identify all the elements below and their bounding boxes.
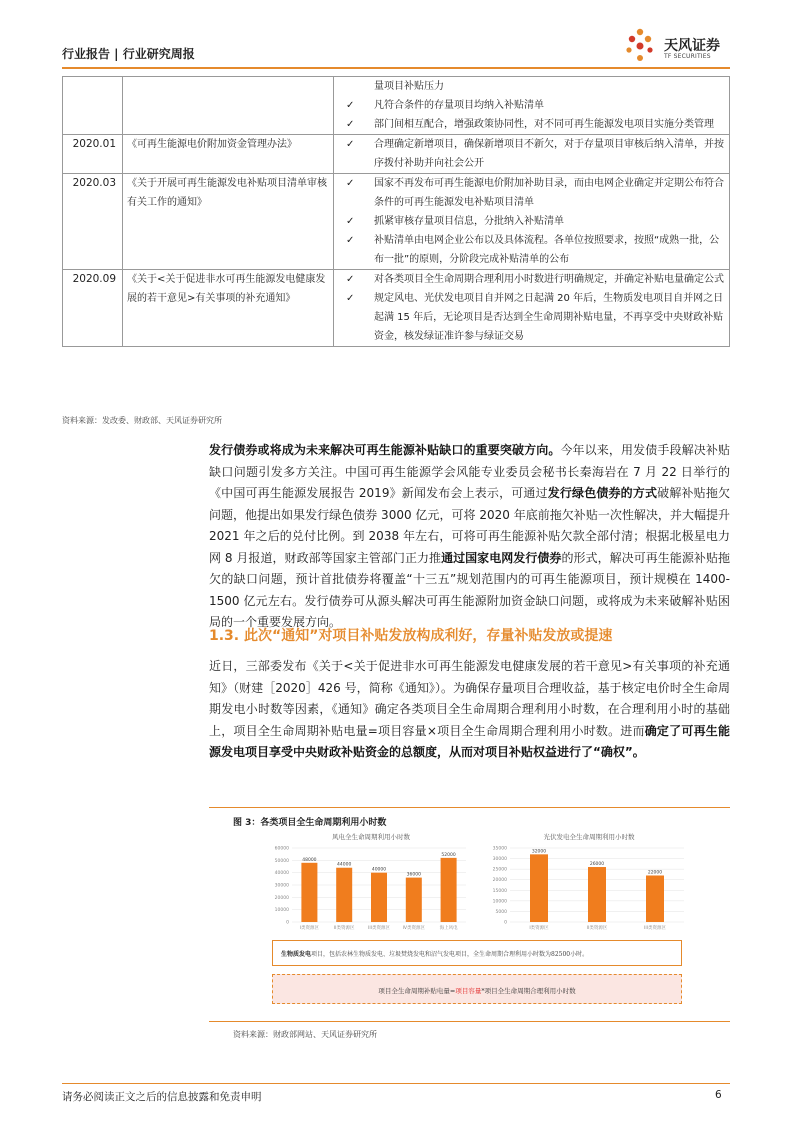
data-label: 36000	[406, 872, 421, 878]
list-item	[338, 135, 725, 173]
bar	[406, 878, 422, 922]
para1-text-2: 破解补贴拖欠问题，他提出如果发行绿色债券 3000 亿元，可将 2020 年底前拖欠补贴一次性解决，并大幅提升 2021 年之后的兑付比例。到 2038 年左右，可将可再生能源补贴欠款全部付清；根据北极星电力网 8 月报道，财政部等国家主管部门正力推	[209, 486, 730, 565]
y-tick-label: 5000	[495, 909, 507, 915]
list-item-text: 量项目补贴压力	[374, 81, 444, 92]
row-policy-title	[123, 77, 334, 135]
bar	[441, 858, 457, 922]
list-item-text: 凡符合条件的存量项目均纳入补贴清单	[374, 100, 544, 111]
row-date: 2020.09	[63, 270, 123, 347]
wind-chart	[266, 830, 476, 940]
list-item-text: 补贴清单由电网企业公布以及具体流程。各单位按照要求，按照“成熟一批，公布一批”的原则，分阶段完成补贴清单的公布	[374, 235, 720, 265]
formula-part-a: 项目全生命周期补贴电量=	[378, 987, 456, 995]
row-content	[334, 174, 730, 270]
list-item-text: 国家不再发布可再生能源电价附加补助目录，而由电网企业确定并定期公布符合条件的可再生能源发电补贴项目清单	[374, 178, 724, 208]
checkmark-icon: ✓	[346, 139, 355, 150]
figure-bottom-rule	[209, 1021, 730, 1022]
chart-title: 风电全生命周期利用小时数	[332, 833, 410, 841]
list-item	[338, 96, 725, 115]
page-number: 6	[715, 1089, 722, 1101]
bar	[336, 868, 352, 922]
bar	[301, 863, 317, 922]
bar	[646, 875, 664, 922]
row-content	[334, 270, 730, 347]
table-source-note: 资料来源：发改委、财政部、天风证券研究所	[62, 416, 222, 425]
x-tick-label: III类资源区	[368, 926, 390, 931]
table-row	[63, 174, 730, 270]
y-tick-label: 40000	[274, 871, 289, 877]
y-tick-label: 50000	[274, 858, 289, 864]
logo-text-en: TF SECURITIES	[664, 53, 711, 60]
y-tick-label: 10000	[492, 899, 507, 905]
list-item	[338, 231, 725, 269]
table-row	[63, 77, 730, 135]
formula-capacity: 项目容量	[455, 987, 482, 995]
checkmark-icon: ✓	[346, 235, 355, 246]
row-policy-title: 《关于开展可再生能源发电补贴项目清单审核有关工作的通知》	[123, 174, 334, 270]
bar	[371, 873, 387, 922]
y-tick-label: 10000	[274, 908, 289, 914]
data-label: 32000	[531, 849, 547, 855]
table-row	[63, 270, 730, 347]
para1-text-1: 今年以来，用发债手段解决补贴缺口问题引发多方关注。中国可再生能源学会风能专业委员会秘书长秦海岩在 7 月 22 日举行的《中国可再生能源发展报告 2019》新闻发布会上表示，可通过	[209, 443, 730, 500]
logo-text-cn: 天风证券	[664, 38, 720, 54]
list-item-text: 抓紧审核存量项目信息，分批纳入补贴清单	[374, 216, 564, 227]
formula-part-b: *项目全生命周期合理利用小时数	[481, 987, 576, 995]
data-label: 48000	[302, 857, 317, 863]
data-label: 26000	[589, 862, 605, 868]
y-tick-label: 30000	[274, 883, 289, 889]
data-label: 22000	[647, 870, 663, 876]
row-policy-title: 《可再生能源电价附加资金管理办法》	[123, 135, 334, 174]
list-item-text: 部门间相互配合，增强政策协同性，对不同可再生能源发电项目实施分类管理	[374, 119, 714, 130]
para2-bold-conclusion: 确定了可再生能源发电项目享受中央财政补贴资金的总额度，从而对项目补贴权益进行了“确权”。	[209, 723, 730, 759]
checkmark-icon: ✓	[346, 293, 355, 304]
bar	[530, 854, 548, 922]
list-item	[338, 77, 725, 96]
para1-bold-green-bonds: 发行绿色债券的方式	[547, 486, 658, 500]
y-tick-label: 0	[504, 920, 507, 926]
biomass-text: 项目，包括农林生物质发电、垃圾焚烧发电和沼气发电项目，全生命周期合理利用小时数为82500小时。	[311, 951, 589, 958]
disclaimer-note: 请务必阅读正文之后的信息披露和免责申明	[62, 1091, 262, 1103]
data-label: 52000	[441, 852, 456, 858]
list-item	[338, 289, 725, 346]
table-row	[63, 135, 730, 174]
list-item-text: 合理确定新增项目，确保新增项目不新欠，对于存量项目审核后纳入清单，并按序拨付补助并向社会公开	[374, 139, 724, 169]
header-rule	[62, 67, 730, 69]
figure-title: 图 3：各类项目全生命周期利用小时数	[233, 818, 387, 828]
para1-lead: 发行债券或将成为未来解决可再生能源补贴缺口的重要突破方向。	[209, 443, 561, 457]
logo-dots-icon	[620, 26, 660, 66]
x-tick-label: II类资源区	[586, 926, 608, 931]
row-date: 2020.03	[63, 174, 123, 270]
tf-securities-logo	[620, 26, 736, 66]
para1-bold-state-grid: 通过国家电网发行债券	[441, 550, 562, 565]
biomass-note-box	[272, 940, 682, 966]
paragraph-notice	[209, 656, 730, 764]
y-tick-label: 20000	[492, 878, 507, 884]
row-content	[334, 77, 730, 135]
y-tick-label: 25000	[492, 867, 507, 873]
figure-top-rule	[209, 807, 730, 808]
x-tick-label: IV类资源区	[402, 926, 426, 931]
list-item	[338, 270, 725, 289]
x-tick-label: I类资源区	[529, 926, 549, 931]
y-tick-label: 35000	[492, 846, 507, 852]
para1-text-3: 的形式，解决可再生能源补贴拖欠的缺口问题，预计首批债券将覆盖“十三五”规划范围内的可再生能源项目，预计规模在 1400-1500 亿元左右。发行债券可从源头解决可再生能源附加资金缺口问题，或将成为未来破解补贴困局的一个重要发展方向。	[209, 550, 730, 629]
checkmark-icon: ✓	[346, 178, 355, 189]
y-tick-label: 0	[286, 920, 289, 926]
chart-title: 光伏发电全生命周期利用小时数	[543, 833, 635, 841]
y-tick-label: 20000	[274, 895, 289, 901]
list-item	[338, 174, 725, 212]
list-item	[338, 212, 725, 231]
paragraph-bond-financing	[209, 440, 730, 634]
checkmark-icon: ✓	[346, 274, 355, 285]
list-item-text: 规定风电、光伏发电项目自并网之日起满 20 年后，生物质发电项目自并网之日起满 15 年后，无论项目是否达到全生命周期补贴电量，不再享受中央财政补贴资金，核发绿证准许参与绿证交易	[374, 293, 724, 342]
y-tick-label: 30000	[492, 857, 507, 863]
solar-chart	[484, 830, 694, 940]
biomass-label: 生物质发电	[281, 951, 312, 958]
row-policy-title: 《关于<关于促进非水可再生能源发电健康发展的若干意见>有关事项的补充通知》	[123, 270, 334, 347]
para2-text: 近日，三部委发布《关于<关于促进非水可再生能源发电健康发展的若干意见>有关事项的补充通知》（财建［2020］426 号，简称《通知》）。为确保存量项目合理收益，基于核定电价时全生命周期发电小时数等因素，《通知》确定各类项目全生命周期合理利用小时数，在合理利用小时的基础上，项目全生命周期补贴电量=项目容量×项目全生命周期合理利用小时数。进而	[209, 659, 730, 738]
list-item-text: 对各类项目全生命周期合理利用小时数进行明确规定，并确定补贴电量确定公式	[374, 274, 724, 285]
x-tick-label: III类资源区	[644, 926, 666, 931]
formula-box	[272, 974, 682, 1004]
report-type-label: 行业报告 | 行业研究周报	[62, 47, 195, 61]
row-date: 2020.01	[63, 135, 123, 174]
bar	[588, 867, 606, 922]
x-tick-label: II类资源区	[333, 926, 355, 931]
row-date	[63, 77, 123, 135]
data-label: 44000	[337, 862, 352, 868]
row-content	[334, 135, 730, 174]
list-item	[338, 115, 725, 134]
data-label: 40000	[371, 867, 387, 873]
x-tick-label: 海上风电	[439, 926, 458, 931]
x-tick-label: I类资源区	[299, 926, 320, 931]
policy-table	[62, 76, 730, 347]
footer-rule	[62, 1083, 730, 1084]
checkmark-icon: ✓	[346, 119, 355, 130]
section-heading: 1.3. 此次“通知”对项目补贴发放构成利好，存量补贴发放或提速	[209, 628, 613, 644]
figure-source-note: 资料来源：财政部网站、天风证券研究所	[233, 1030, 377, 1039]
y-tick-label: 60000	[274, 846, 289, 852]
checkmark-icon: ✓	[346, 216, 355, 227]
checkmark-icon: ✓	[346, 100, 355, 111]
y-tick-label: 15000	[492, 888, 507, 894]
